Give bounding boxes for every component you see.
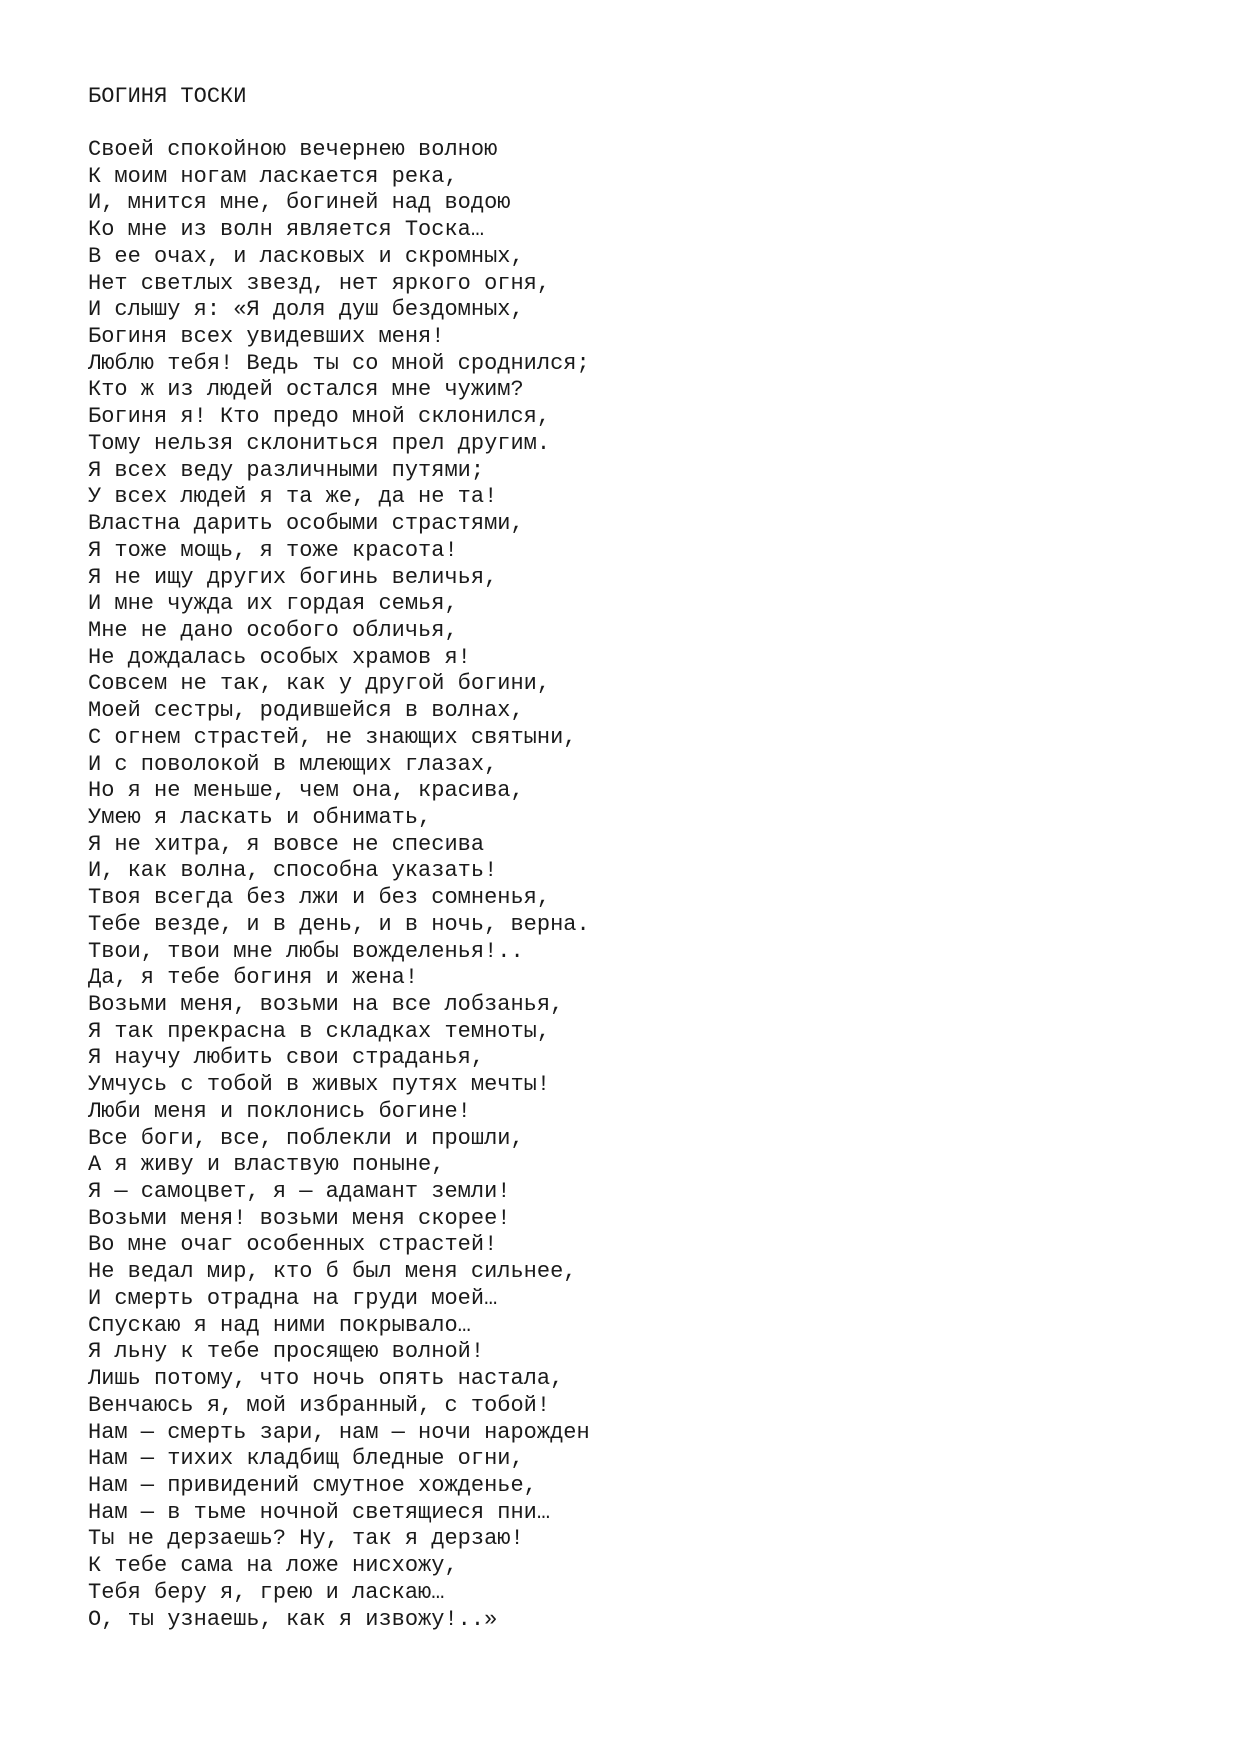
poem-line: К моим ногам ласкается река, bbox=[88, 163, 458, 189]
poem-line: Не дождалась особых храмов я! bbox=[88, 644, 471, 670]
poem-line: Я тоже мощь, я тоже красота! bbox=[88, 537, 458, 563]
poem-line: Тебя беру я, грею и ласкаю… bbox=[88, 1579, 445, 1605]
poem-line: Я всех веду различными путями; bbox=[88, 457, 485, 483]
poem-line: Я — самоцвет, я — адамант земли! bbox=[88, 1179, 511, 1205]
poem-line: Все боги, все, поблекли и прошли, bbox=[88, 1125, 524, 1151]
poem-line: Твоя всегда без лжи и без сомненья, bbox=[88, 885, 551, 911]
poem-body bbox=[88, 137, 590, 1633]
poem-line: Ты не дерзаешь? Ну, так я дерзаю! bbox=[88, 1526, 524, 1552]
poem-line: В ее очах, и ласковых и скромных, bbox=[88, 243, 524, 269]
poem-line: А я живу и властвую поныне, bbox=[88, 1152, 445, 1178]
poem-line: Я так прекрасна в складках темноты, bbox=[88, 1018, 551, 1044]
poem-line: Люблю тебя! Ведь ты со мной сроднился; bbox=[88, 350, 590, 376]
poem-line: Да, я тебе богиня и жена! bbox=[88, 965, 419, 991]
poem-line: Люби меня и поклонись богине! bbox=[88, 1098, 471, 1124]
poem-line: Богиня я! Кто предо мной склонился, bbox=[88, 404, 551, 430]
poem-line: Властна дарить особыми страстями, bbox=[88, 511, 524, 537]
poem-line: Венчаюсь я, мой избранный, с тобой! bbox=[88, 1392, 551, 1418]
poem-line: И слышу я: «Я доля душ бездомных, bbox=[88, 297, 524, 323]
poem-line: Нам — тихих кладбищ бледные огни, bbox=[88, 1446, 524, 1472]
poem-line: Ко мне из волн является Тоска… bbox=[88, 217, 485, 243]
poem-line: Умчусь с тобой в живых путях мечты! bbox=[88, 1072, 551, 1098]
poem-line: Я не ищу других богинь величья, bbox=[88, 564, 498, 590]
poem-line: Возьми меня! возьми меня скорее! bbox=[88, 1205, 511, 1231]
poem-line: Тому нельзя склониться прел другим. bbox=[88, 430, 551, 456]
poem-line: Кто ж из людей остался мне чужим? bbox=[88, 377, 524, 403]
poem-title: БОГИНЯ ТОСКИ bbox=[88, 84, 247, 109]
poem-line: Богиня всех увидевших меня! bbox=[88, 324, 445, 350]
poem-line: Нам — в тьме ночной светящиеся пни… bbox=[88, 1499, 551, 1525]
poem-line: И с поволокой в млеющих глазах, bbox=[88, 751, 498, 777]
poem-line: Лишь потому, что ночь опять настала, bbox=[88, 1366, 564, 1392]
poem-line: И, мнится мне, богиней над водою bbox=[88, 190, 511, 216]
poem-line: Своей спокойною вечернею волною bbox=[88, 137, 498, 162]
poem-line: Нам — смерть зари, нам — ночи нарожден bbox=[88, 1419, 590, 1445]
poem-line: Мне не дано особого обличья, bbox=[88, 617, 458, 643]
poem-line: Спускаю я над ними покрывало… bbox=[88, 1312, 471, 1338]
poem-line: Умею я ласкать и обнимать, bbox=[88, 804, 432, 830]
poem-line: Я научу любить свои страданья, bbox=[88, 1045, 485, 1071]
poem-line: Тебе везде, и в день, и в ночь, верна. bbox=[88, 911, 590, 937]
poem-line: И, как волна, способна указать! bbox=[88, 858, 498, 884]
poem-line: Возьми меня, возьми на все лобзанья, bbox=[88, 992, 564, 1017]
poem-line: Твои, твои мне любы вожделенья!.. bbox=[88, 938, 524, 964]
poem-line: Я льну к тебе просящею волной! bbox=[88, 1339, 485, 1365]
poem-line: Совсем не так, как у другой богини, bbox=[88, 671, 551, 697]
poem-line: Я не хитра, я вовсе не спесива bbox=[88, 831, 485, 857]
poem-line: У всех людей я та же, да не та! bbox=[88, 484, 498, 510]
poem-line: С огнем страстей, не знающих святыни, bbox=[88, 724, 577, 750]
poem-line: Но я не меньше, чем она, красива, bbox=[88, 778, 524, 804]
poem-line: Во мне очаг особенных страстей! bbox=[88, 1232, 498, 1258]
poem-line: К тебе сама на ложе нисхожу, bbox=[88, 1553, 458, 1579]
poem-line: И смерть отрадна на груди моей… bbox=[88, 1285, 498, 1311]
poem-line: Нет светлых звезд, нет яркого огня, bbox=[88, 270, 551, 296]
poem-line: Нам — привидений смутное хожденье, bbox=[88, 1472, 537, 1498]
poem-line: Моей сестры, родившейся в волнах, bbox=[88, 698, 524, 724]
poem-line: Не ведал мир, кто б был меня сильнее, bbox=[88, 1259, 577, 1285]
poem-line: О, ты узнаешь, как я извожу!..» bbox=[88, 1606, 498, 1632]
poem-line: И мне чужда их гордая семья, bbox=[88, 591, 458, 617]
